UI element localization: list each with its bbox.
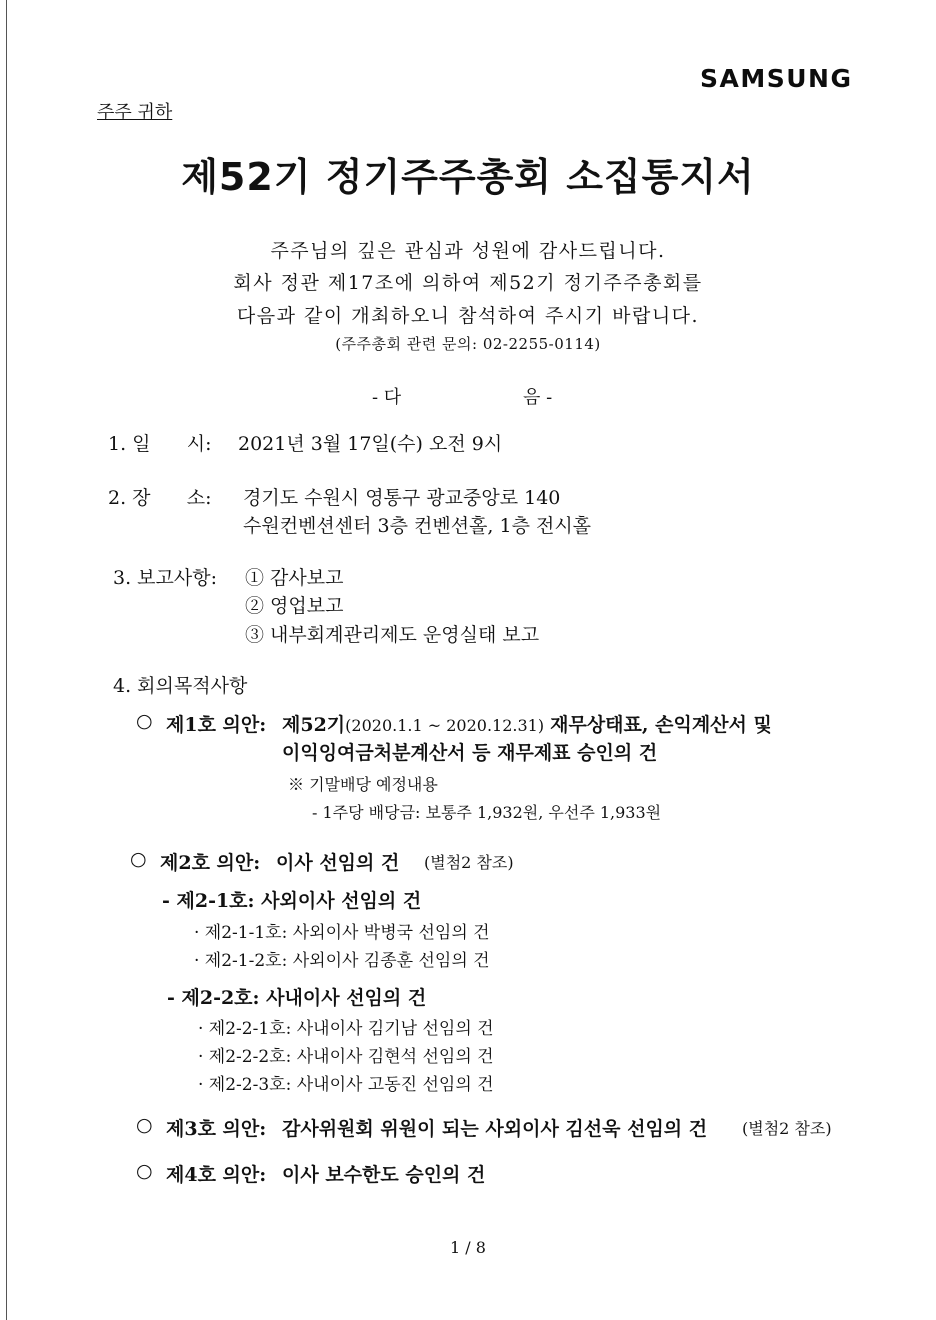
agenda-label: 4. 회의목적사항 — [113, 675, 248, 697]
agenda2-sub2-item: · 제2-2-3호: 사내이사 고동진 선임의 건 — [198, 1075, 494, 1095]
agenda1-fiscal: 제52기 — [282, 714, 346, 736]
place-label: 2. 장 소: — [108, 487, 212, 509]
agenda2-sub1-item: · 제2-1-2호: 사외이사 김종훈 선임의 건 — [194, 951, 490, 971]
agenda1-title-line2: 이익잉여금처분계산서 등 재무제표 승인의 건 — [282, 742, 658, 764]
agenda1-note-detail: - 1주당 배당금: 보통주 1,932원, 우선주 1,933원 — [312, 803, 662, 822]
contact-info: (주주총회 관련 문의: 02-2255-0114) — [335, 335, 601, 353]
agenda4-title: 이사 보수한도 승인의 건 — [282, 1164, 486, 1186]
report-item: ② 영업보고 — [245, 595, 344, 617]
place-line-2: 수원컨벤션센터 3층 컨벤션홀, 1층 전시홀 — [243, 515, 592, 537]
agenda1-title — [282, 710, 772, 737]
agenda1-bullet: ○ — [136, 710, 153, 732]
page-title: 제52기 정기주주총회 소집통지서 — [181, 155, 755, 199]
agenda2-sub2-label: - 제2-2호: 사내이사 선임의 건 — [167, 987, 427, 1009]
page-number: 1 / 8 — [450, 1238, 486, 1257]
intro-line-1: 주주님의 깊은 관심과 성원에 감사드립니다. — [270, 240, 666, 262]
date-label: 1. 일 시: — [108, 433, 212, 455]
report-item: ③ 내부회계관리제도 운영실태 보고 — [245, 624, 540, 646]
agenda3-bullet: ○ — [136, 1114, 153, 1136]
agenda3-label: 제3호 의안: — [166, 1118, 267, 1140]
agenda4-bullet: ○ — [136, 1160, 153, 1182]
addressee: 주주 귀하 — [97, 102, 173, 123]
agenda1-note-heading: ※ 기말배당 예정내용 — [288, 775, 438, 794]
agenda2-bullet: ○ — [130, 848, 147, 870]
agenda1-label: 제1호 의안: — [166, 714, 267, 736]
reports-label: 3. 보고사항: — [113, 567, 217, 589]
report-item: ① 감사보고 — [245, 567, 344, 589]
agenda2-label: 제2호 의안: — [160, 852, 261, 874]
intro-line-3: 다음과 같이 개최하오니 참석하여 주시기 바랍니다. — [236, 305, 700, 327]
agenda2-ref: (별첨2 참조) — [424, 853, 514, 872]
samsung-logo: SAMSUNG — [700, 64, 853, 93]
notice-heading-right: 음 - — [523, 387, 553, 408]
agenda2-sub1-label: - 제2-1호: 사외이사 선임의 건 — [162, 890, 422, 912]
agenda2-sub2-item: · 제2-2-2호: 사내이사 김현석 선임의 건 — [198, 1047, 494, 1067]
agenda2-sub2-item: · 제2-2-1호: 사내이사 김기남 선임의 건 — [198, 1019, 494, 1039]
agenda1-period: (2020.1.1 ~ 2020.12.31) — [345, 716, 545, 735]
agenda3-title: 감사위원회 위원이 되는 사외이사 김선욱 선임의 건 — [282, 1118, 708, 1140]
agenda3-ref: (별첨2 참조) — [742, 1119, 832, 1138]
agenda4-label: 제4호 의안: — [166, 1164, 267, 1186]
agenda2-sub1-item: · 제2-1-1호: 사외이사 박병국 선임의 건 — [194, 923, 490, 943]
date-value: 2021년 3월 17일(수) 오전 9시 — [238, 433, 503, 455]
intro-line-2: 회사 정관 제17조에 의하여 제52기 정기주주총회를 — [233, 272, 703, 294]
place-line-1: 경기도 수원시 영통구 광교중앙로 140 — [243, 487, 561, 509]
notice-heading-left: - 다 — [372, 387, 402, 408]
agenda2-title: 이사 선임의 건 — [276, 852, 400, 874]
agenda1-title-rest: 재무상태표, 손익계산서 및 — [550, 714, 772, 736]
